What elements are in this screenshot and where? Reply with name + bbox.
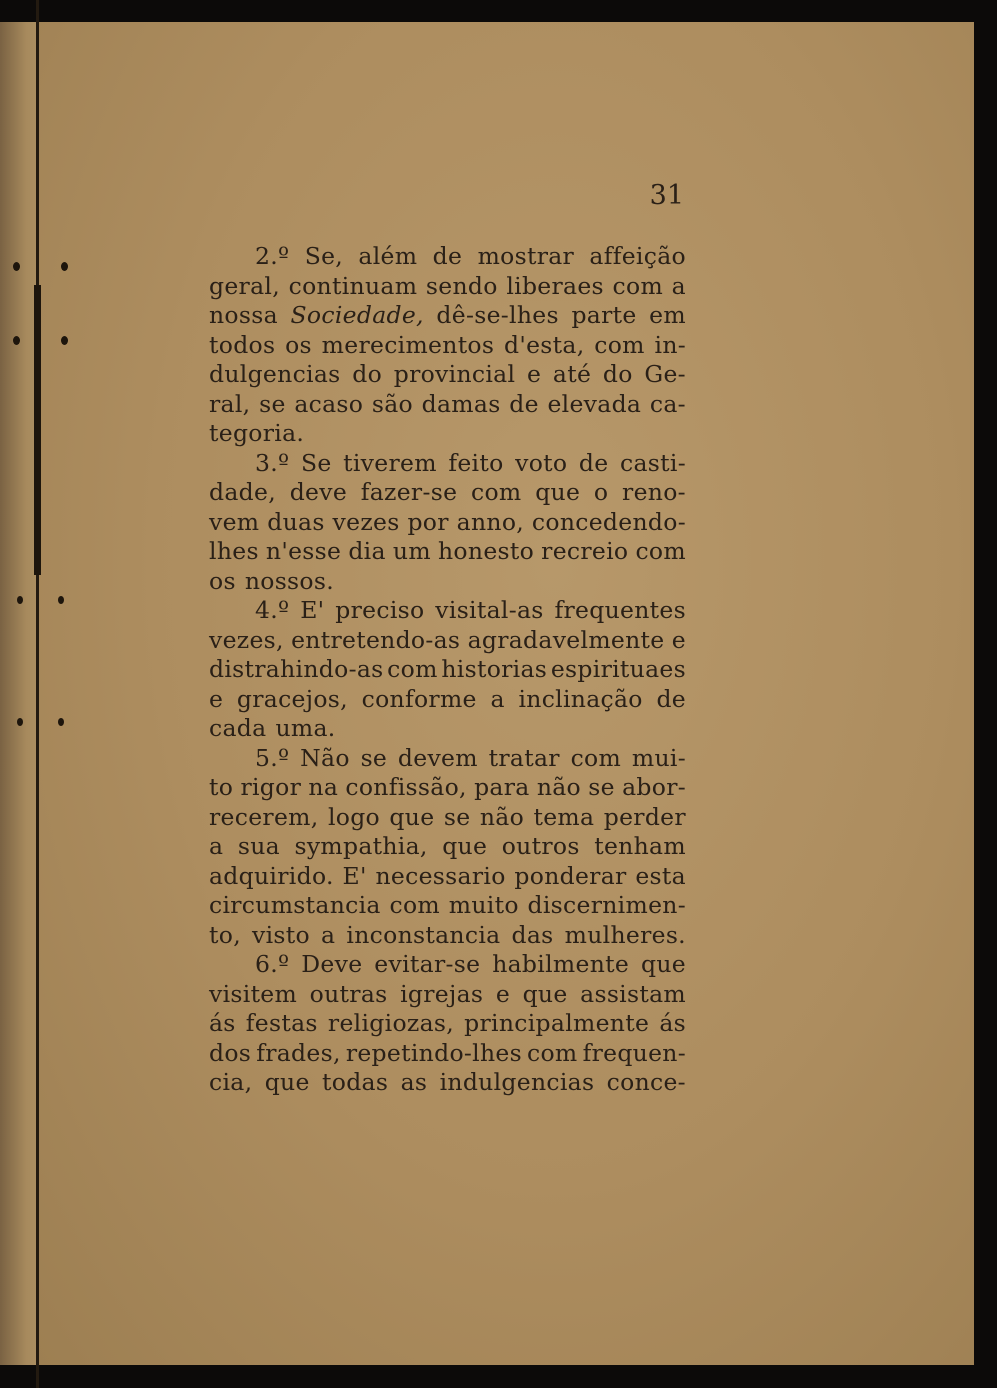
text-line — [209, 449, 686, 479]
word: com — [612, 271, 664, 300]
word: além — [358, 242, 418, 270]
word: as — [400, 1068, 428, 1096]
word: a — [490, 684, 505, 713]
word: agradavelmente — [467, 625, 665, 654]
word: se — [588, 773, 615, 801]
word: circumstancia — [209, 891, 381, 919]
word: mui- — [631, 743, 686, 772]
word: ral, — [209, 389, 251, 418]
word: evitar-se — [374, 950, 481, 978]
binding-hole — [17, 596, 23, 604]
word: se — [443, 802, 471, 831]
word: e — [495, 979, 511, 1008]
word: recreio — [541, 537, 629, 565]
word: na — [308, 773, 339, 801]
text-line — [209, 272, 686, 302]
word: continuam — [288, 271, 418, 300]
text-line — [209, 508, 686, 538]
word: Ge- — [644, 360, 686, 388]
word: casti- — [620, 448, 686, 477]
word: dos — [209, 1038, 252, 1067]
word: não — [479, 802, 525, 831]
word: inconstancia — [346, 920, 501, 949]
word: vezes, — [209, 625, 284, 654]
word: 4.º — [255, 596, 290, 624]
binding-hole — [61, 262, 68, 271]
word: necessario — [375, 861, 506, 890]
word: E' — [342, 861, 367, 890]
word: lhes — [209, 537, 259, 565]
word: devem — [397, 743, 478, 772]
word: parte — [571, 301, 637, 329]
word: das — [511, 920, 554, 949]
word: frades, — [256, 1038, 341, 1067]
text-line — [209, 980, 686, 1010]
binding-hole — [58, 596, 64, 604]
binding-edge — [36, 0, 39, 1388]
word: os — [209, 566, 236, 595]
word: os — [285, 330, 312, 359]
word: adquirido. — [209, 861, 334, 890]
text-line — [209, 744, 686, 774]
word: ás — [209, 1009, 236, 1037]
word: com — [635, 537, 686, 565]
word: tegoria. — [209, 419, 305, 447]
text-line — [209, 1068, 686, 1098]
word: visitem — [209, 979, 298, 1008]
word: geral, — [209, 271, 280, 300]
text-line — [209, 419, 686, 449]
binding-hole — [13, 336, 20, 345]
word: festas — [245, 1009, 318, 1037]
word: Sociedade, — [290, 301, 424, 329]
word: cia, — [209, 1068, 253, 1096]
word: repetindo-lhes — [345, 1038, 522, 1067]
word: conce- — [606, 1068, 686, 1096]
text-line — [209, 714, 686, 744]
binding-hole — [58, 718, 64, 726]
word: com — [389, 891, 440, 919]
word: ca- — [649, 389, 686, 418]
text-line — [209, 596, 686, 626]
word: que — [522, 979, 568, 1008]
word: com — [387, 655, 438, 683]
word: to, — [209, 920, 241, 949]
word: que — [264, 1068, 310, 1096]
binding-hole — [13, 262, 20, 271]
text-line — [209, 685, 686, 715]
word: sympathia, — [294, 832, 428, 860]
word: Se — [300, 448, 332, 477]
word: confissão, — [345, 773, 467, 801]
word: provincial — [393, 360, 516, 388]
word: feito — [448, 448, 504, 477]
text-line — [209, 390, 686, 420]
word: elevada — [547, 389, 642, 418]
word: distrahindo-as — [209, 655, 384, 683]
word: nossos. — [244, 566, 334, 595]
word: mostrar — [477, 242, 575, 270]
word: todas — [322, 1068, 389, 1096]
word: esta — [635, 861, 686, 890]
word: com — [594, 330, 645, 359]
word: 3.º — [255, 448, 290, 477]
word: conforme — [361, 684, 477, 713]
word: tratar — [488, 743, 560, 772]
word: o — [593, 478, 609, 506]
word: discernimen- — [527, 891, 686, 919]
word: Se, — [304, 242, 344, 270]
word: até — [552, 360, 592, 388]
word: honesto — [438, 537, 535, 565]
text-line — [209, 891, 686, 921]
word: em — [649, 301, 686, 329]
word: do — [602, 360, 633, 388]
word: e — [209, 684, 224, 713]
word: que — [535, 478, 581, 506]
word: merecimentos — [321, 330, 495, 359]
binding-thread — [34, 285, 41, 575]
word: a — [671, 271, 686, 300]
text-line — [209, 478, 686, 508]
word: uma. — [275, 714, 336, 742]
word: que — [640, 950, 686, 978]
word: indulgencias — [439, 1068, 595, 1096]
word: tema — [533, 802, 595, 831]
word: se — [360, 743, 388, 772]
text-line — [209, 360, 686, 390]
word: sendo — [425, 271, 498, 300]
text-line — [209, 537, 686, 567]
body-text — [209, 242, 686, 1098]
binding-hole — [17, 718, 23, 726]
text-line — [209, 1039, 686, 1069]
word: recerem, — [209, 802, 319, 831]
word: com — [570, 743, 622, 772]
word: dulgencias — [209, 360, 341, 388]
word: outras — [309, 979, 388, 1008]
word: com — [470, 478, 522, 506]
word: de — [509, 389, 539, 418]
word: a — [209, 832, 224, 860]
word: com — [527, 1038, 578, 1067]
text-line — [209, 862, 686, 892]
word: reno- — [622, 478, 686, 506]
word: 2.º — [255, 242, 290, 270]
word: do — [352, 360, 383, 388]
word: mulheres. — [564, 920, 686, 949]
word: dê-se-lhes — [436, 301, 559, 329]
word: tenham — [594, 832, 686, 860]
text-line — [209, 331, 686, 361]
text-line — [209, 567, 686, 597]
word: d'esta, — [504, 330, 585, 359]
word: principalmente — [464, 1009, 650, 1037]
word: igrejas — [400, 979, 484, 1008]
word: E' — [300, 596, 325, 624]
word: espirituaes — [550, 655, 686, 683]
word: de — [432, 242, 463, 270]
word: Deve — [301, 950, 363, 978]
word: visto — [252, 920, 310, 949]
word: to — [209, 773, 234, 801]
word: acaso — [294, 389, 364, 418]
text-line — [209, 950, 686, 980]
word: muito — [448, 891, 519, 919]
word: duas — [267, 507, 325, 536]
text-line — [209, 242, 686, 272]
word: e — [527, 360, 542, 388]
text-line — [209, 832, 686, 862]
word: logo — [327, 802, 380, 831]
word: affeição — [589, 242, 686, 270]
word: historias — [441, 655, 548, 683]
word: fazer-se — [360, 478, 458, 506]
word: assistam — [580, 979, 686, 1008]
word: dia — [348, 537, 386, 565]
word: se — [259, 389, 286, 418]
word: deve — [289, 478, 348, 506]
word: ás — [659, 1009, 686, 1037]
word: de — [656, 684, 686, 713]
text-line — [209, 803, 686, 833]
word: 5.º — [255, 743, 290, 772]
word: outros — [501, 832, 580, 860]
word: que — [442, 832, 488, 860]
word: abor- — [622, 773, 686, 801]
text-line — [209, 1009, 686, 1039]
word: visital-as — [435, 596, 544, 624]
word: frequen- — [582, 1038, 686, 1067]
text-line — [209, 626, 686, 656]
word: para — [474, 773, 530, 801]
word: liberaes — [506, 271, 604, 300]
word: são — [371, 389, 413, 418]
word: nossa — [209, 301, 278, 329]
word: um — [392, 537, 431, 565]
word: n'esse — [265, 537, 342, 565]
word: concedendo- — [531, 507, 686, 536]
word: frequentes — [554, 596, 686, 624]
word: e — [671, 625, 686, 654]
word: voto — [515, 448, 568, 477]
word: religiozas, — [327, 1009, 455, 1037]
binding-hole — [61, 336, 68, 345]
word: Não — [300, 743, 350, 772]
word: habilmente — [492, 950, 630, 978]
word: preciso — [335, 596, 425, 624]
word: rigor — [240, 773, 302, 801]
word: dade, — [209, 478, 276, 506]
word: tiverem — [343, 448, 437, 477]
word: perder — [603, 802, 686, 831]
word: cada — [209, 714, 267, 742]
word: a — [321, 920, 336, 949]
word: vezes — [332, 507, 400, 536]
word: anno, — [456, 507, 525, 536]
word: gracejos, — [236, 684, 348, 713]
word: 6.º — [255, 950, 290, 978]
text-line — [209, 301, 686, 331]
word: que — [389, 802, 435, 831]
word: sua — [237, 832, 280, 860]
text-line — [209, 773, 686, 803]
page-number: 31 — [649, 180, 684, 211]
word: vem — [209, 507, 260, 536]
text-line — [209, 655, 686, 685]
word: ponderar — [514, 861, 627, 890]
text-line — [209, 921, 686, 951]
word: entretendo-as — [291, 625, 461, 654]
word: por — [407, 507, 449, 536]
word: de — [578, 448, 609, 477]
word: in- — [654, 330, 686, 359]
word: não — [536, 773, 582, 801]
word: damas — [421, 389, 501, 418]
word: todos — [209, 330, 276, 359]
word: inclinação — [518, 684, 643, 713]
